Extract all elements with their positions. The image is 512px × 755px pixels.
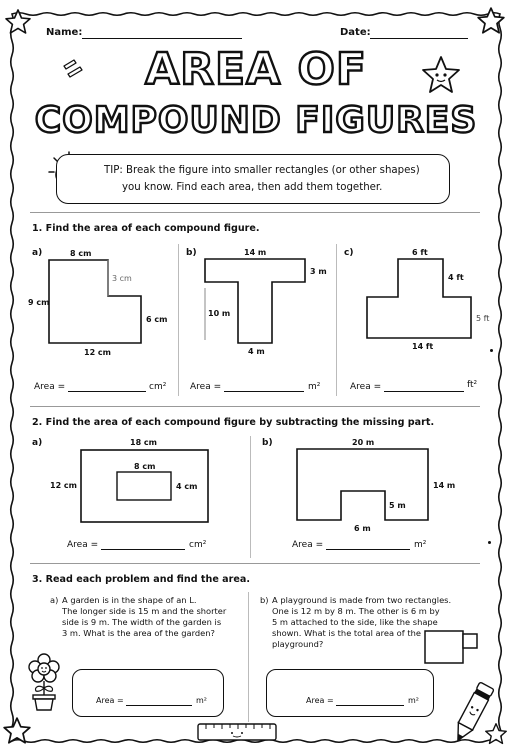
answer-box bbox=[266, 669, 434, 717]
dim-label: 4 m bbox=[248, 347, 265, 356]
answer-label: Area = bbox=[67, 540, 99, 550]
problem-letter: a) bbox=[50, 595, 59, 605]
unit-label: m² bbox=[408, 696, 419, 705]
dim-label: 14 m bbox=[244, 248, 267, 257]
answer-label: Area = bbox=[306, 696, 334, 705]
problem-letter: b) bbox=[262, 438, 273, 448]
dim-label: 8 cm bbox=[70, 249, 92, 258]
answer-label: Area = bbox=[292, 540, 324, 550]
section3-heading: 3. Read each problem and find the area. bbox=[32, 574, 251, 585]
problem-text-line: 5 m attached to the side, like the shape bbox=[272, 617, 438, 627]
dim-label: 18 cm bbox=[130, 438, 157, 447]
dim-label: 12 cm bbox=[84, 348, 111, 357]
problem-letter: a) bbox=[32, 438, 43, 448]
problem-letter: b) bbox=[260, 595, 269, 605]
decor-dot bbox=[490, 349, 493, 352]
unit-label: ft² bbox=[467, 380, 478, 390]
answer-label: Area = bbox=[190, 382, 222, 392]
dim-label: 4 ft bbox=[448, 273, 464, 282]
dim-label: 5 m bbox=[389, 501, 406, 510]
tip-line2: you know. Find each area, then add them together. bbox=[122, 182, 383, 193]
problem-text-line: 3 m. What is the area of the garden? bbox=[62, 628, 215, 638]
dim-label: 14 ft bbox=[412, 342, 434, 351]
section2-heading: 2. Find the area of each compound figure by subtracting the missing part. bbox=[32, 417, 435, 428]
section1-heading: 1. Find the area of each compound figure. bbox=[32, 223, 260, 234]
dim-label: 20 m bbox=[352, 438, 375, 447]
problem-letter: a) bbox=[32, 248, 43, 258]
page-title-line2: COMPOUND FIGURES bbox=[34, 100, 478, 141]
dim-label: 5 ft bbox=[476, 314, 490, 323]
dim-label: 4 cm bbox=[176, 482, 198, 491]
unit-label: cm² bbox=[189, 540, 207, 550]
answer-field[interactable] bbox=[336, 705, 404, 706]
answer-label: Area = bbox=[34, 382, 66, 392]
answer-label: Area = bbox=[96, 696, 124, 705]
pencil-icon bbox=[448, 680, 496, 748]
dim-label: 6 ft bbox=[412, 248, 428, 257]
problem-letter: b) bbox=[186, 248, 197, 258]
date-label: Date: bbox=[340, 27, 371, 38]
unit-label: cm² bbox=[149, 382, 167, 392]
dim-label: 9 cm bbox=[28, 298, 50, 307]
decor-dot bbox=[488, 541, 491, 544]
dim-label: 8 cm bbox=[134, 462, 156, 471]
answer-label: Area = bbox=[350, 382, 382, 392]
problem-text-line: shown. What is the total area of the bbox=[272, 628, 421, 638]
problem-letter: c) bbox=[344, 248, 354, 258]
unit-label: m² bbox=[308, 382, 321, 392]
name-label: Name: bbox=[46, 27, 83, 38]
unit-label: m² bbox=[414, 540, 427, 550]
problem-text-line: side is 9 m. The width of the garden is bbox=[62, 617, 222, 627]
problem-text-line: The longer side is 15 m and the shorter bbox=[62, 606, 227, 616]
page-title-line1: AREA OF bbox=[145, 44, 367, 95]
problem-text-line: A garden is in the shape of an L. bbox=[62, 595, 197, 605]
problem-text-line: A playground is made from two rectangles. bbox=[272, 595, 452, 605]
dim-label: 14 m bbox=[433, 481, 456, 490]
dim-label: 6 m bbox=[354, 524, 371, 533]
problem-text-line: playground? bbox=[272, 639, 324, 649]
dim-label: 6 cm bbox=[146, 315, 168, 324]
dim-label: 3 m bbox=[310, 267, 327, 276]
unit-label: m² bbox=[196, 696, 207, 705]
problem-text-line: One is 12 m by 8 m. The other is 6 m by bbox=[272, 606, 440, 616]
flower-pot-icon bbox=[24, 652, 64, 712]
ruler-icon bbox=[196, 720, 278, 742]
dim-label: 12 cm bbox=[50, 481, 77, 490]
dim-label: 10 m bbox=[208, 309, 231, 318]
tip-line1: TIP: Break the figure into smaller rectangles (or other shapes) bbox=[104, 165, 420, 176]
dim-label: 3 cm bbox=[112, 274, 132, 283]
